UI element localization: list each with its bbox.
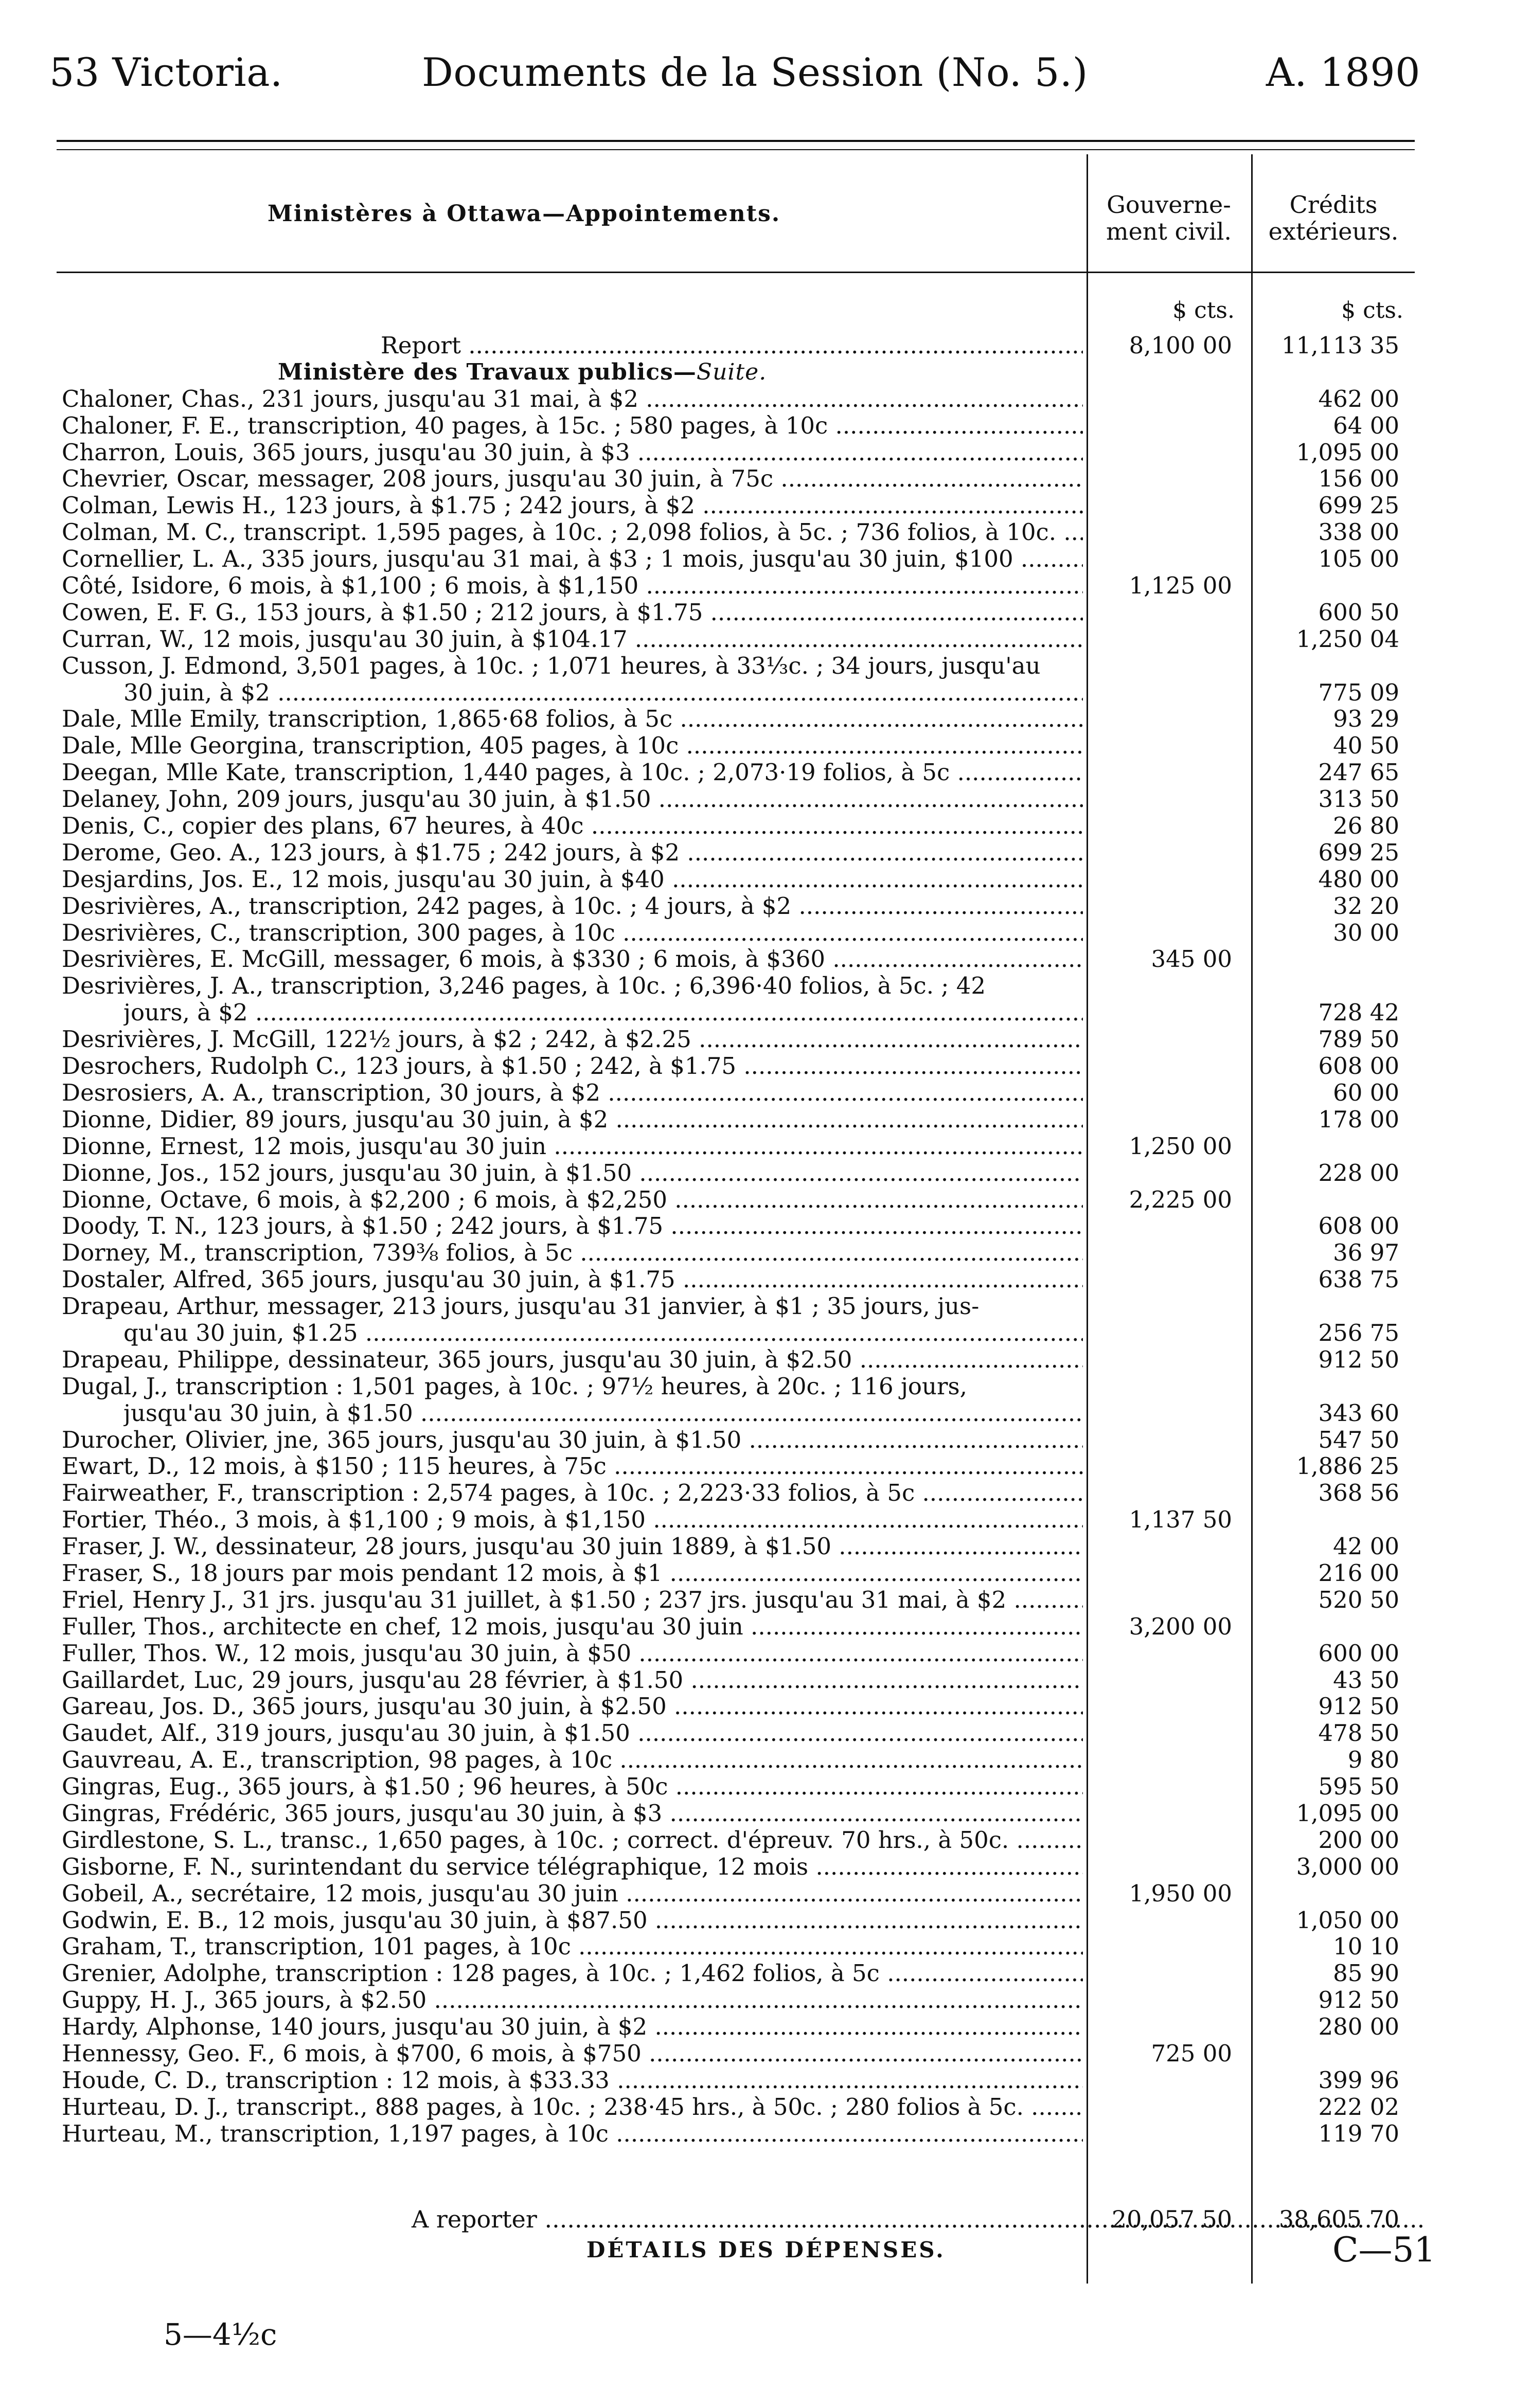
entry-gov-amount: 1,125 00	[1129, 572, 1232, 600]
entry-description: Hurteau, D. J., transcript., 888 pages, à 10c. ; 238·45 hrs., à 50c. ; 280 folios à 5c. .....	[62, 2094, 1083, 2121]
table-row	[62, 1854, 1513, 1880]
entry-ext-amount: 478 50	[1318, 1719, 1399, 1747]
entry-ext-amount: 368 56	[1318, 1479, 1399, 1507]
table-row	[62, 1987, 1513, 2014]
entry-ext-amount: 280 00	[1318, 2013, 1399, 2041]
entry-description: Gobeil, A., secrétaire, 12 mois, jusqu'au 30 juin .....	[62, 1880, 1083, 1907]
entry-description: Dionne, Octave, 6 mois, à $2,200 ; 6 mois, à $2,250 .....	[62, 1187, 1083, 1213]
entry-ext-amount: 595 50	[1318, 1773, 1399, 1801]
entry-description: Desjardins, Jos. E., 12 mois, jusqu'au 30 juin, à $40 .....	[62, 866, 1083, 893]
table-row	[62, 920, 1513, 946]
entry-ext-amount: 775 09	[1318, 678, 1399, 706]
entry-ext-amount: 520 50	[1318, 1586, 1399, 1613]
table-row	[62, 2094, 1513, 2121]
entry-description: Dorney, M., transcription, 739⅜ folios, à 5c .....	[62, 1239, 1083, 1266]
entry-description: Gareau, Jos. D., 365 jours, jusqu'au 30 juin, à $2.50 .....	[62, 1693, 1083, 1720]
entry-description: Hennessy, Geo. F., 6 mois, à $700, 6 mois, à $750 .....	[62, 2040, 1083, 2067]
entry-ext-amount: 30 00	[1333, 919, 1399, 946]
entry-ext-amount: 222 02	[1318, 2093, 1399, 2121]
table-row	[62, 1266, 1513, 1293]
table-row	[62, 1667, 1513, 1694]
table-row	[62, 1640, 1513, 1667]
entry-ext-amount: 105 00	[1318, 545, 1399, 573]
report-ext-amount: 11,113 35	[1281, 332, 1399, 359]
entry-gov-amount: 725 00	[1151, 2040, 1232, 2067]
entry-ext-amount: 1,095 00	[1296, 1799, 1399, 1827]
unit-credits: $ cts.	[1341, 297, 1403, 324]
table-row	[62, 1773, 1513, 1800]
table-row	[62, 759, 1513, 786]
entry-ext-amount: 547 50	[1318, 1426, 1399, 1453]
table-row	[62, 813, 1513, 839]
entry-description: Colman, M. C., transcript. 1,595 pages, à 10c. ; 2,098 folios, à 5c. ; 736 folios, à 10c. .....	[62, 519, 1083, 546]
signature-mark: 5—4½c	[164, 2317, 277, 2352]
entry-ext-amount: 399 96	[1318, 2066, 1399, 2094]
entry-description: Fraser, S., 18 jours par mois pendant 12 mois, à $1 .....	[62, 1560, 1083, 1587]
table-row	[62, 412, 1513, 439]
entry-gov-amount: 345 00	[1151, 945, 1232, 973]
column-header-gouvernement: Gouverne- ment civil.	[1106, 191, 1232, 245]
table-row	[62, 1053, 1513, 1080]
entry-description: Denis, C., copier des plans, 67 heures, à 40c .....	[62, 813, 1083, 839]
entry-ext-amount: 343 60	[1318, 1399, 1399, 1427]
table-row	[62, 572, 1513, 599]
table-row	[62, 465, 1513, 492]
entry-ext-amount: 638 75	[1318, 1266, 1399, 1293]
entries-list	[62, 332, 1513, 2147]
table-row	[62, 626, 1513, 653]
entry-description: Godwin, E. B., 12 mois, jusqu'au 30 juin, à $87.50 .....	[62, 1907, 1083, 1934]
entry-description: Durocher, Olivier, jne, 365 jours, jusqu'au 30 juin, à $1.50 .....	[62, 1427, 1083, 1453]
entry-ext-amount: 256 75	[1318, 1319, 1399, 1346]
header-rule-thick	[57, 140, 1415, 142]
entry-description: Delaney, John, 209 jours, jusqu'au 30 juin, à $1.50 .....	[62, 786, 1083, 813]
table-row	[62, 973, 1513, 999]
entry-ext-amount: 119 70	[1318, 2119, 1399, 2147]
entry-description: Fairweather, F., transcription : 2,574 pages, à 10c. ; 2,223·33 folios, à 5c .....	[62, 1480, 1083, 1506]
entry-ext-amount: 462 00	[1318, 385, 1399, 412]
entry-description: Drapeau, Philippe, dessinateur, 365 jours, jusqu'au 30 juin, à $2.50 .....	[62, 1346, 1083, 1373]
footer-title: DÉTAILS DES DÉPENSES.	[586, 2237, 946, 2262]
entry-ext-amount: 200 00	[1318, 1826, 1399, 1854]
table-row	[62, 839, 1513, 866]
section-title-suffix: Suite.	[696, 358, 767, 385]
entry-ext-amount: 912 50	[1318, 1986, 1399, 2014]
entry-ext-amount: 228 00	[1318, 1159, 1399, 1187]
entry-description: Graham, T., transcription, 101 pages, à 10c .....	[62, 1933, 1083, 1960]
entry-description: Fuller, Thos. W., 12 mois, jusqu'au 30 juin, à $50 .....	[62, 1640, 1083, 1667]
entry-description: Grenier, Adolphe, transcription : 128 pages, à 10c. ; 1,462 folios, à 5c .....	[62, 1960, 1083, 1987]
entry-gov-amount: 2,225 00	[1129, 1185, 1232, 1213]
table-row	[62, 1880, 1513, 1907]
entry-description: Ewart, D., 12 mois, à $150 ; 115 heures, à 75c .....	[62, 1453, 1083, 1480]
table-row	[62, 1587, 1513, 1613]
entry-ext-amount: 43 50	[1333, 1666, 1399, 1694]
table-row	[62, 1533, 1513, 1560]
page-number: C—51	[1332, 2230, 1436, 2270]
section-title-text: Ministère des Travaux publics—	[278, 358, 697, 385]
table-row	[62, 1080, 1513, 1106]
table-row	[62, 1213, 1513, 1239]
table-row	[62, 866, 1513, 893]
unit-gouvernement: $ cts.	[1172, 297, 1235, 324]
table-row	[62, 1239, 1513, 1266]
table-row	[62, 1827, 1513, 1854]
section-heading-row	[62, 359, 1513, 386]
entry-ext-amount: 26 80	[1333, 812, 1399, 840]
entry-description: Charron, Louis, 365 jours, jusqu'au 30 juin, à $3 .....	[62, 439, 1083, 466]
section-heading	[278, 359, 1299, 386]
entry-description: Hardy, Alphonse, 140 jours, jusqu'au 30 juin, à $2 .....	[62, 2014, 1083, 2040]
table-title: Ministères à Ottawa—Appointements.	[268, 201, 781, 227]
entry-ext-amount: 85 90	[1333, 1960, 1399, 1987]
entry-description: Cornellier, L. A., 335 jours, jusqu'au 31 mai, à $3 ; 1 mois, jusqu'au 30 juin, $100 .....	[62, 546, 1083, 572]
entry-description: Gingras, Frédéric, 365 jours, jusqu'au 30 juin, à $3 .....	[62, 1800, 1083, 1827]
entry-ext-amount: 156 00	[1318, 465, 1399, 493]
entry-ext-amount: 699 25	[1318, 492, 1399, 519]
table-row	[62, 1133, 1513, 1160]
table-row	[62, 599, 1513, 626]
table-row	[62, 1453, 1513, 1480]
entry-description: Cowen, E. F. G., 153 jours, à $1.50 ; 212 jours, à $1.75 .....	[62, 599, 1083, 626]
entry-description: jusqu'au 30 juin, à $1.50 .....	[123, 1400, 1083, 1427]
table-row	[62, 1106, 1513, 1133]
table-row	[62, 386, 1513, 412]
column-header-credits: Crédits extérieurs.	[1268, 191, 1399, 245]
entry-ext-amount: 247 65	[1318, 759, 1399, 786]
entry-ext-amount: 1,095 00	[1296, 438, 1399, 466]
entry-ext-amount: 912 50	[1318, 1693, 1399, 1720]
entry-ext-amount: 600 50	[1318, 598, 1399, 626]
entry-description: Drapeau, Arthur, messager, 213 jours, jusqu'au 31 janvier, à $1 ; 35 jours, jus-	[62, 1293, 980, 1320]
table-row	[62, 439, 1513, 466]
table-row	[62, 1960, 1513, 1987]
table-row	[62, 1400, 1513, 1427]
table-row	[62, 1346, 1513, 1373]
entry-ext-amount: 32 20	[1333, 892, 1399, 920]
entry-gov-amount: 3,200 00	[1129, 1612, 1232, 1640]
table-row	[62, 519, 1513, 546]
entry-ext-amount: 313 50	[1318, 785, 1399, 813]
entry-gov-amount: 1,137 50	[1129, 1506, 1232, 1534]
report-label: Report .....	[381, 332, 1083, 359]
entry-ext-amount: 3,000 00	[1296, 1853, 1399, 1880]
entry-description: Cusson, J. Edmond, 3,501 pages, à 10c. ; 1,071 heures, à 33⅓c. ; 34 jours, jusqu'au	[62, 652, 1041, 679]
header-session: 53 Victoria.	[49, 49, 283, 95]
entry-description: Dionne, Ernest, 12 mois, jusqu'au 30 juin .....	[62, 1133, 1083, 1160]
entry-ext-amount: 93 29	[1333, 705, 1399, 733]
entry-ext-amount: 728 42	[1318, 999, 1399, 1027]
carry-forward-text: A reporter .....	[412, 2205, 1425, 2233]
entry-description: Fuller, Thos., architecte en chef, 12 mois, jusqu'au 30 juin .....	[62, 1613, 1083, 1640]
entry-description: Dostaler, Alfred, 365 jours, jusqu'au 30 juin, à $1.75 .....	[62, 1266, 1083, 1293]
table-row	[62, 2040, 1513, 2067]
entry-description: Gauvreau, A. E., transcription, 98 pages, à 10c .....	[62, 1747, 1083, 1773]
report-gov-amount: 8,100 00	[1129, 332, 1232, 359]
entry-ext-amount: 338 00	[1318, 518, 1399, 546]
header-rule-thin	[57, 149, 1415, 150]
table-row	[62, 1427, 1513, 1453]
table-row	[62, 1720, 1513, 1747]
table-row	[62, 1933, 1513, 1960]
entry-ext-amount: 10 10	[1333, 1933, 1399, 1961]
entry-description: Desrivières, J. A., transcription, 3,246 pages, à 10c. ; 6,396·40 folios, à 5c. ; 42	[62, 973, 986, 1000]
entry-ext-amount: 912 50	[1318, 1345, 1399, 1373]
carry-forward-ext: 38,605 70	[1278, 2205, 1399, 2233]
entry-description: Desrivières, C., transcription, 300 pages, à 10c .....	[62, 920, 1083, 946]
entry-ext-amount: 789 50	[1318, 1026, 1399, 1053]
entry-ext-amount: 1,250 04	[1296, 625, 1399, 653]
entry-ext-amount: 699 25	[1318, 838, 1399, 866]
entry-description: Girdlestone, S. L., transc., 1,650 pages, à 10c. ; correct. d'épreuv. 70 hrs., à 50c. .....	[62, 1827, 1083, 1854]
entry-description: Deegan, Mlle Kate, transcription, 1,440 pages, à 10c. ; 2,073·19 folios, à 5c .....	[62, 759, 1083, 786]
table-row	[62, 2014, 1513, 2040]
entry-description: Gingras, Eug., 365 jours, à $1.50 ; 96 heures, à 50c .....	[62, 1773, 1083, 1800]
entry-description: Hurteau, M., transcription, 1,197 pages, à 10c .....	[62, 2121, 1083, 2147]
table-row	[62, 1613, 1513, 1640]
entry-ext-amount: 1,886 25	[1296, 1452, 1399, 1480]
table-row	[62, 1293, 1513, 1320]
table-row	[62, 1373, 1513, 1400]
entry-ext-amount: 60 00	[1333, 1079, 1399, 1106]
entry-ext-amount: 64 00	[1333, 411, 1399, 439]
table-row	[62, 732, 1513, 759]
entry-description: Desrochers, Rudolph C., 123 jours, à $1.50 ; 242, à $1.75 .....	[62, 1053, 1083, 1080]
carry-forward-gov: 20,057 50	[1111, 2205, 1232, 2233]
table-row	[62, 1026, 1513, 1053]
table-row	[62, 999, 1513, 1026]
table-row	[62, 1480, 1513, 1506]
entry-ext-amount: 608 00	[1318, 1212, 1399, 1240]
table-row	[62, 1187, 1513, 1213]
entry-ext-amount: 216 00	[1318, 1559, 1399, 1587]
entry-description: Houde, C. D., transcription : 12 mois, à $33.33 .....	[62, 2067, 1083, 2094]
table-row	[62, 2067, 1513, 2094]
entry-description: jours, à $2 .....	[123, 999, 1083, 1026]
entry-description: Dionne, Didier, 89 jours, jusqu'au 30 juin, à $2 .....	[62, 1106, 1083, 1133]
entry-description: Dale, Mlle Emily, transcription, 1,865·68 folios, à 5c .....	[62, 706, 1083, 732]
table-row	[62, 546, 1513, 572]
entry-description: Gaillardet, Luc, 29 jours, jusqu'au 28 février, à $1.50 .....	[62, 1667, 1083, 1694]
table-row	[62, 1560, 1513, 1587]
table-row	[62, 679, 1513, 706]
table-row	[62, 1693, 1513, 1720]
entry-description: Dionne, Jos., 152 jours, jusqu'au 30 juin, à $1.50 .....	[62, 1160, 1083, 1187]
entry-description: Colman, Lewis H., 123 jours, à $1.75 ; 242 jours, à $2 .....	[62, 492, 1083, 519]
entry-description: Gaudet, Alf., 319 jours, jusqu'au 30 juin, à $1.50 .....	[62, 1720, 1083, 1747]
table-row	[62, 1506, 1513, 1533]
entry-description: Gisborne, F. N., surintendant du service télégraphique, 12 mois .....	[62, 1854, 1083, 1880]
entry-ext-amount: 42 00	[1333, 1533, 1399, 1560]
table-row	[62, 706, 1513, 732]
report-row	[62, 332, 1513, 359]
entry-description: qu'au 30 juin, $1.25 .....	[123, 1320, 1083, 1346]
entry-description: Fortier, Théo., 3 mois, à $1,100 ; 9 mois, à $1,150 .....	[62, 1506, 1083, 1533]
entry-description: Côté, Isidore, 6 mois, à $1,100 ; 6 mois, à $1,150 .....	[62, 572, 1083, 599]
entry-gov-amount: 1,250 00	[1129, 1132, 1232, 1160]
table-row	[62, 1907, 1513, 1934]
entry-description: Dale, Mlle Georgina, transcription, 405 pages, à 10c .....	[62, 732, 1083, 759]
entry-description: Desrivières, J. McGill, 122½ jours, à $2 ; 242, à $2.25 .....	[62, 1026, 1083, 1053]
header-year: A. 1890	[1266, 49, 1420, 95]
entry-ext-amount: 1,050 00	[1296, 1906, 1399, 1934]
entry-description: Derome, Geo. A., 123 jours, à $1.75 ; 242 jours, à $2 .....	[62, 839, 1083, 866]
table-row	[62, 946, 1513, 973]
entry-ext-amount: 178 00	[1318, 1105, 1399, 1133]
table-row	[62, 1160, 1513, 1187]
entry-description: Doody, T. N., 123 jours, à $1.50 ; 242 jours, à $1.75 .....	[62, 1213, 1083, 1239]
header-title: Documents de la Session (No. 5.)	[422, 49, 1088, 95]
entry-description: Desrivières, E. McGill, messager, 6 mois, à $330 ; 6 mois, à $360 .....	[62, 946, 1083, 973]
entry-description: Desrosiers, A. A., transcription, 30 jours, à $2 .....	[62, 1080, 1083, 1106]
entry-description: Desrivières, A., transcription, 242 pages, à 10c. ; 4 jours, à $2 .....	[62, 893, 1083, 920]
entry-description: Friel, Henry J., 31 jrs. jusqu'au 31 juillet, à $1.50 ; 237 jrs. jusqu'au 31 mai, à $2 .....	[62, 1587, 1083, 1613]
entry-description: Dugal, J., transcription : 1,501 pages, à 10c. ; 97½ heures, à 20c. ; 116 jours,	[62, 1373, 967, 1400]
entry-description: Guppy, H. J., 365 jours, à $2.50 .....	[62, 1987, 1083, 2014]
entry-description: Chaloner, F. E., transcription, 40 pages, à 15c. ; 580 pages, à 10c .....	[62, 412, 1083, 439]
table-row	[62, 2121, 1513, 2147]
entry-ext-amount: 40 50	[1333, 732, 1399, 760]
entry-description: Chevrier, Oscar, messager, 208 jours, jusqu'au 30 juin, à 75c .....	[62, 465, 1083, 492]
table-row	[62, 893, 1513, 920]
entry-ext-amount: 480 00	[1318, 865, 1399, 893]
table-row	[62, 492, 1513, 519]
entry-ext-amount: 608 00	[1318, 1052, 1399, 1080]
table-row	[62, 786, 1513, 813]
entry-description: 30 juin, à $2 .....	[123, 679, 1083, 706]
table-row	[62, 1320, 1513, 1346]
entry-gov-amount: 1,950 00	[1129, 1879, 1232, 1907]
table-row	[62, 653, 1513, 679]
entry-ext-amount: 600 00	[1318, 1639, 1399, 1667]
entry-ext-amount: 9 80	[1347, 1746, 1399, 1774]
entry-ext-amount: 36 97	[1333, 1239, 1399, 1267]
entry-description: Chaloner, Chas., 231 jours, jusqu'au 31 mai, à $2 .....	[62, 386, 1083, 412]
entry-description: Fraser, J. W., dessinateur, 28 jours, jusqu'au 30 juin 1889, à $1.50 .....	[62, 1533, 1083, 1560]
entry-description: Curran, W., 12 mois, jusqu'au 30 juin, à $104.17 .....	[62, 626, 1083, 653]
table-row	[62, 1747, 1513, 1773]
table-row	[62, 1800, 1513, 1827]
column-header-rule	[57, 272, 1415, 273]
